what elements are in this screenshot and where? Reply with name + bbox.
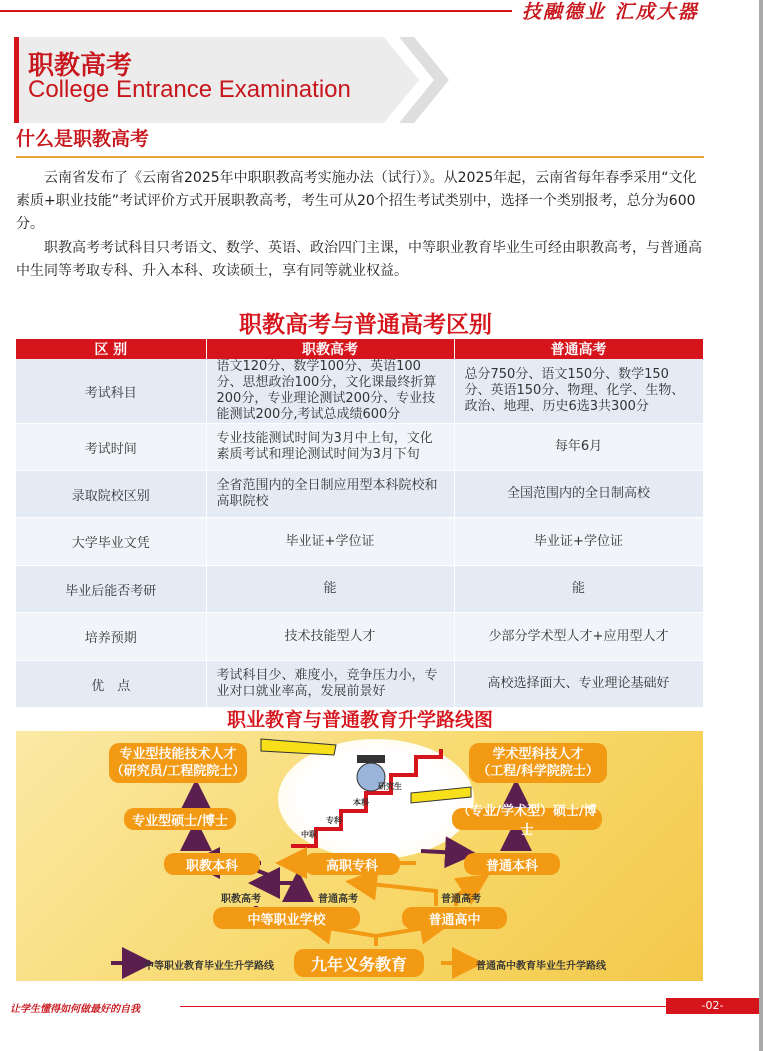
section-divider [16, 156, 704, 158]
intro-paragraph-1: 云南省发布了《云南省2025年中职职教高考实施办法（试行）》。从2025年起，云南省每年春季采用“文化素质+职业技能”考试评价方式开展职教高考，考生可从20个招生考试类别中，选择一个类别报考，总分为600分。 [16, 170, 697, 232]
row-category: 考试时间 [16, 424, 206, 471]
row-category: 优 点 [16, 661, 206, 708]
footer-slogan: 让学生懂得如何做最好的自我 [10, 1004, 140, 1015]
stair-label: 研究生 [378, 782, 402, 791]
row-category: 毕业后能否考研 [16, 566, 206, 613]
node-sec-voc: 中等职业学校 [213, 907, 360, 929]
table-row [16, 424, 703, 471]
table-header-vocational: 职教高考 [206, 339, 454, 359]
page-edge-bar [759, 0, 763, 1051]
table-header-row [16, 339, 703, 359]
table-header-general: 普通高考 [454, 339, 703, 359]
row-general: 毕业证+学位证 [454, 518, 703, 566]
route-map [16, 731, 703, 981]
banner-title-en: College Entrance Examination [28, 76, 351, 103]
header-rule [0, 10, 512, 12]
table-header-category: 区 别 [16, 339, 206, 359]
page-number: -02- [666, 998, 759, 1014]
row-vocational: 全省范围内的全日制应用型本科院校和高职院校 [206, 471, 454, 518]
node-college: 高职专科 [304, 853, 400, 875]
table-row [16, 471, 703, 518]
comparison-table-title: 职教高考与普通高考区别 [239, 312, 492, 338]
row-vocational: 能 [206, 566, 454, 613]
row-general: 能 [454, 566, 703, 613]
node-pro-talent: 专业型技能技术人才 （研究员/工程院院士） [109, 743, 247, 783]
table-row [16, 661, 703, 708]
legend-vocational: 中等职业教育毕业生升学路线 [144, 961, 274, 972]
table-row [16, 518, 703, 566]
row-vocational: 毕业证+学位证 [206, 518, 454, 566]
route-label-voc-exam: 职教高考 [221, 894, 261, 905]
node-gen-bachelor: 普通本科 [464, 853, 560, 875]
comparison-table [16, 339, 704, 708]
table-row [16, 359, 703, 424]
stair-label: 专科 [326, 816, 342, 825]
table-row [16, 613, 703, 661]
route-label-gen-exam: 普通高考 [318, 894, 358, 905]
footer-rule [180, 1006, 666, 1007]
header-motto: 技融德业 汇成大器 [522, 1, 699, 23]
row-general: 少部分学术型人才+应用型人才 [454, 613, 703, 661]
banner-title-zh: 职教高考 [28, 51, 133, 81]
node-high-school: 普通高中 [402, 907, 507, 929]
row-vocational: 技术技能型人才 [206, 613, 454, 661]
row-vocational: 专业技能测试时间为3月中上旬，文化素质考试和理论测试时间为3月下旬 [206, 424, 454, 471]
node-compulsory: 九年义务教育 [294, 949, 424, 977]
row-general: 每年6月 [454, 424, 703, 471]
node-aca-talent: 学术型科技人才 （工程/科学院院士） [469, 743, 607, 783]
row-vocational: 考试科目少、难度小，竞争压力小，专业对口就业率高，发展前景好 [206, 661, 454, 708]
row-category: 录取院校区别 [16, 471, 206, 518]
route-map-title: 职业教育与普通教育升学路线图 [226, 709, 493, 731]
row-vocational: 语文120分、数学100分、英语100分、思想政治100分，文化课最终折算200分，专业理论测试200分、专业技能测试200分,考试总成绩600分 [206, 359, 454, 424]
stair-label: 中职 [301, 830, 317, 839]
route-label-gen-exam: 普通高考 [441, 894, 481, 905]
row-category: 大学毕业文凭 [16, 518, 206, 566]
row-category: 培养预期 [16, 613, 206, 661]
node-voc-bachelor: 职教本科 [164, 853, 260, 875]
section-title: 什么是职教高考 [16, 128, 150, 150]
row-general: 总分750分、语文150分、数学150分、英语150分、物理、化学、生物、政治、地理、历史6选3共300分 [454, 359, 703, 424]
node-aca-master: （专业/学术型）硕士/博士 [452, 808, 602, 830]
intro-paragraph-2: 职教高考考试科目只考语文、数学、英语、政治四门主课，中等职业教育毕业生可经由职教高考，与普通高中生同等考取专科、升入本科、攻读硕士，享有同等就业权益。 [16, 240, 702, 279]
stair-label: 本科 [353, 798, 369, 807]
table-row [16, 566, 703, 613]
row-category: 考试科目 [16, 359, 206, 424]
row-general: 全国范围内的全日制高校 [454, 471, 703, 518]
row-general: 高校选择面大、专业理论基础好 [454, 661, 703, 708]
node-pro-master: 专业型硕士/博士 [124, 808, 236, 830]
legend-general: 普通高中教育毕业生升学路线 [476, 961, 606, 972]
